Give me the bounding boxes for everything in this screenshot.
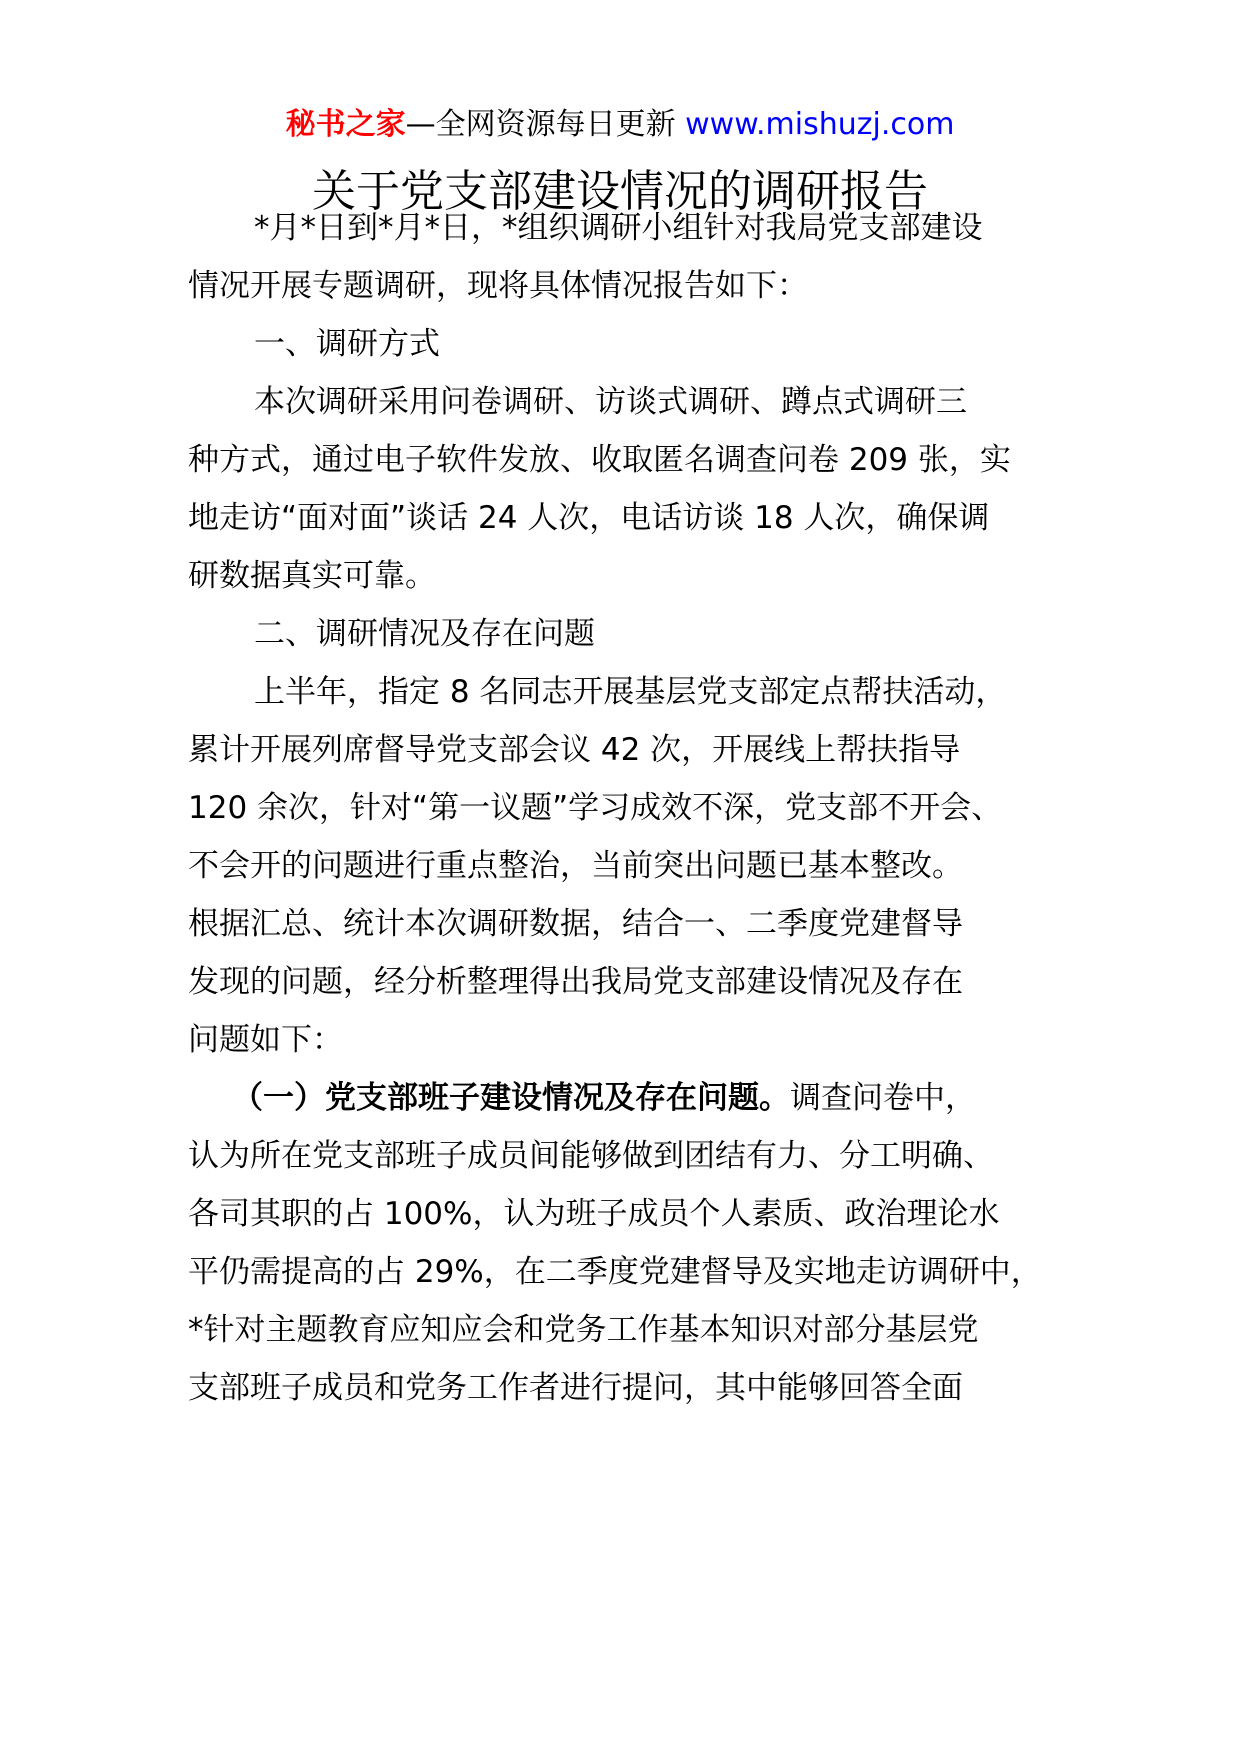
section-heading: 一、调研方式 bbox=[254, 326, 440, 362]
site-slogan: —全网资源每日更新 bbox=[405, 107, 686, 142]
brand-name: 秘书之家 bbox=[285, 107, 406, 142]
document-title: 关于党支部建设情况的调研报告 bbox=[312, 166, 928, 217]
paragraph-line: 认为所在党支部班子成员间能够做到团结有力、分工明确、 bbox=[188, 1138, 994, 1174]
paragraph-line: 种方式，通过电子软件发放、收取匿名调查问卷 209 张，实 bbox=[188, 442, 1011, 478]
paragraph-line: 累计开展列席督导党支部会议 42 次，开展线上帮扶指导 bbox=[188, 732, 961, 768]
paragraph-line: 地走访“面对面”谈话 24 人次，电话访谈 18 人次，确保调 bbox=[188, 500, 990, 536]
paragraph-line: 平仍需提高的占 29%，在二季度党建督导及实地走访调研中， bbox=[188, 1254, 1042, 1290]
paragraph-line: 本次调研采用问卷调研、访谈式调研、蹲点式调研三 bbox=[254, 384, 967, 420]
subsection-text: 调查问卷中， bbox=[790, 1080, 976, 1116]
paragraph-line: 上半年，指定 8 名同志开展基层党支部定点帮扶活动， bbox=[254, 674, 1007, 710]
paragraph-line: 不会开的问题进行重点整治，当前突出问题已基本整改。 bbox=[188, 848, 963, 884]
subsection-line bbox=[232, 1076, 976, 1120]
paragraph-line: 问题如下： bbox=[188, 1022, 343, 1058]
site-url[interactable]: www.mishuzj.com bbox=[685, 107, 955, 142]
paragraph-line: 情况开展专题调研，现将具体情况报告如下： bbox=[188, 268, 808, 304]
section-heading: 二、调研情况及存在问题 bbox=[254, 616, 595, 652]
site-header bbox=[0, 100, 1240, 150]
paragraph-line: 支部班子成员和党务工作者进行提问，其中能够回答全面 bbox=[188, 1370, 963, 1406]
subsection-heading: （一）党支部班子建设情况及存在问题。 bbox=[232, 1080, 790, 1116]
paragraph-line: 各司其职的占 100%，认为班子成员个人素质、政治理论水 bbox=[188, 1196, 1000, 1232]
paragraph-line: 根据汇总、统计本次调研数据，结合一、二季度党建督导 bbox=[188, 906, 963, 942]
paragraph-line: 120 余次，针对“第一议题”学习成效不深，党支部不开会、 bbox=[188, 790, 1003, 826]
paragraph-line: *针对主题教育应知应会和党务工作基本知识对部分基层党 bbox=[188, 1312, 979, 1348]
paragraph-line: *月*日到*月*日，*组织调研小组针对我局党支部建设 bbox=[254, 210, 983, 246]
paragraph-line: 研数据真实可靠。 bbox=[188, 558, 436, 594]
paragraph-line: 发现的问题，经分析整理得出我局党支部建设情况及存在 bbox=[188, 964, 963, 1000]
